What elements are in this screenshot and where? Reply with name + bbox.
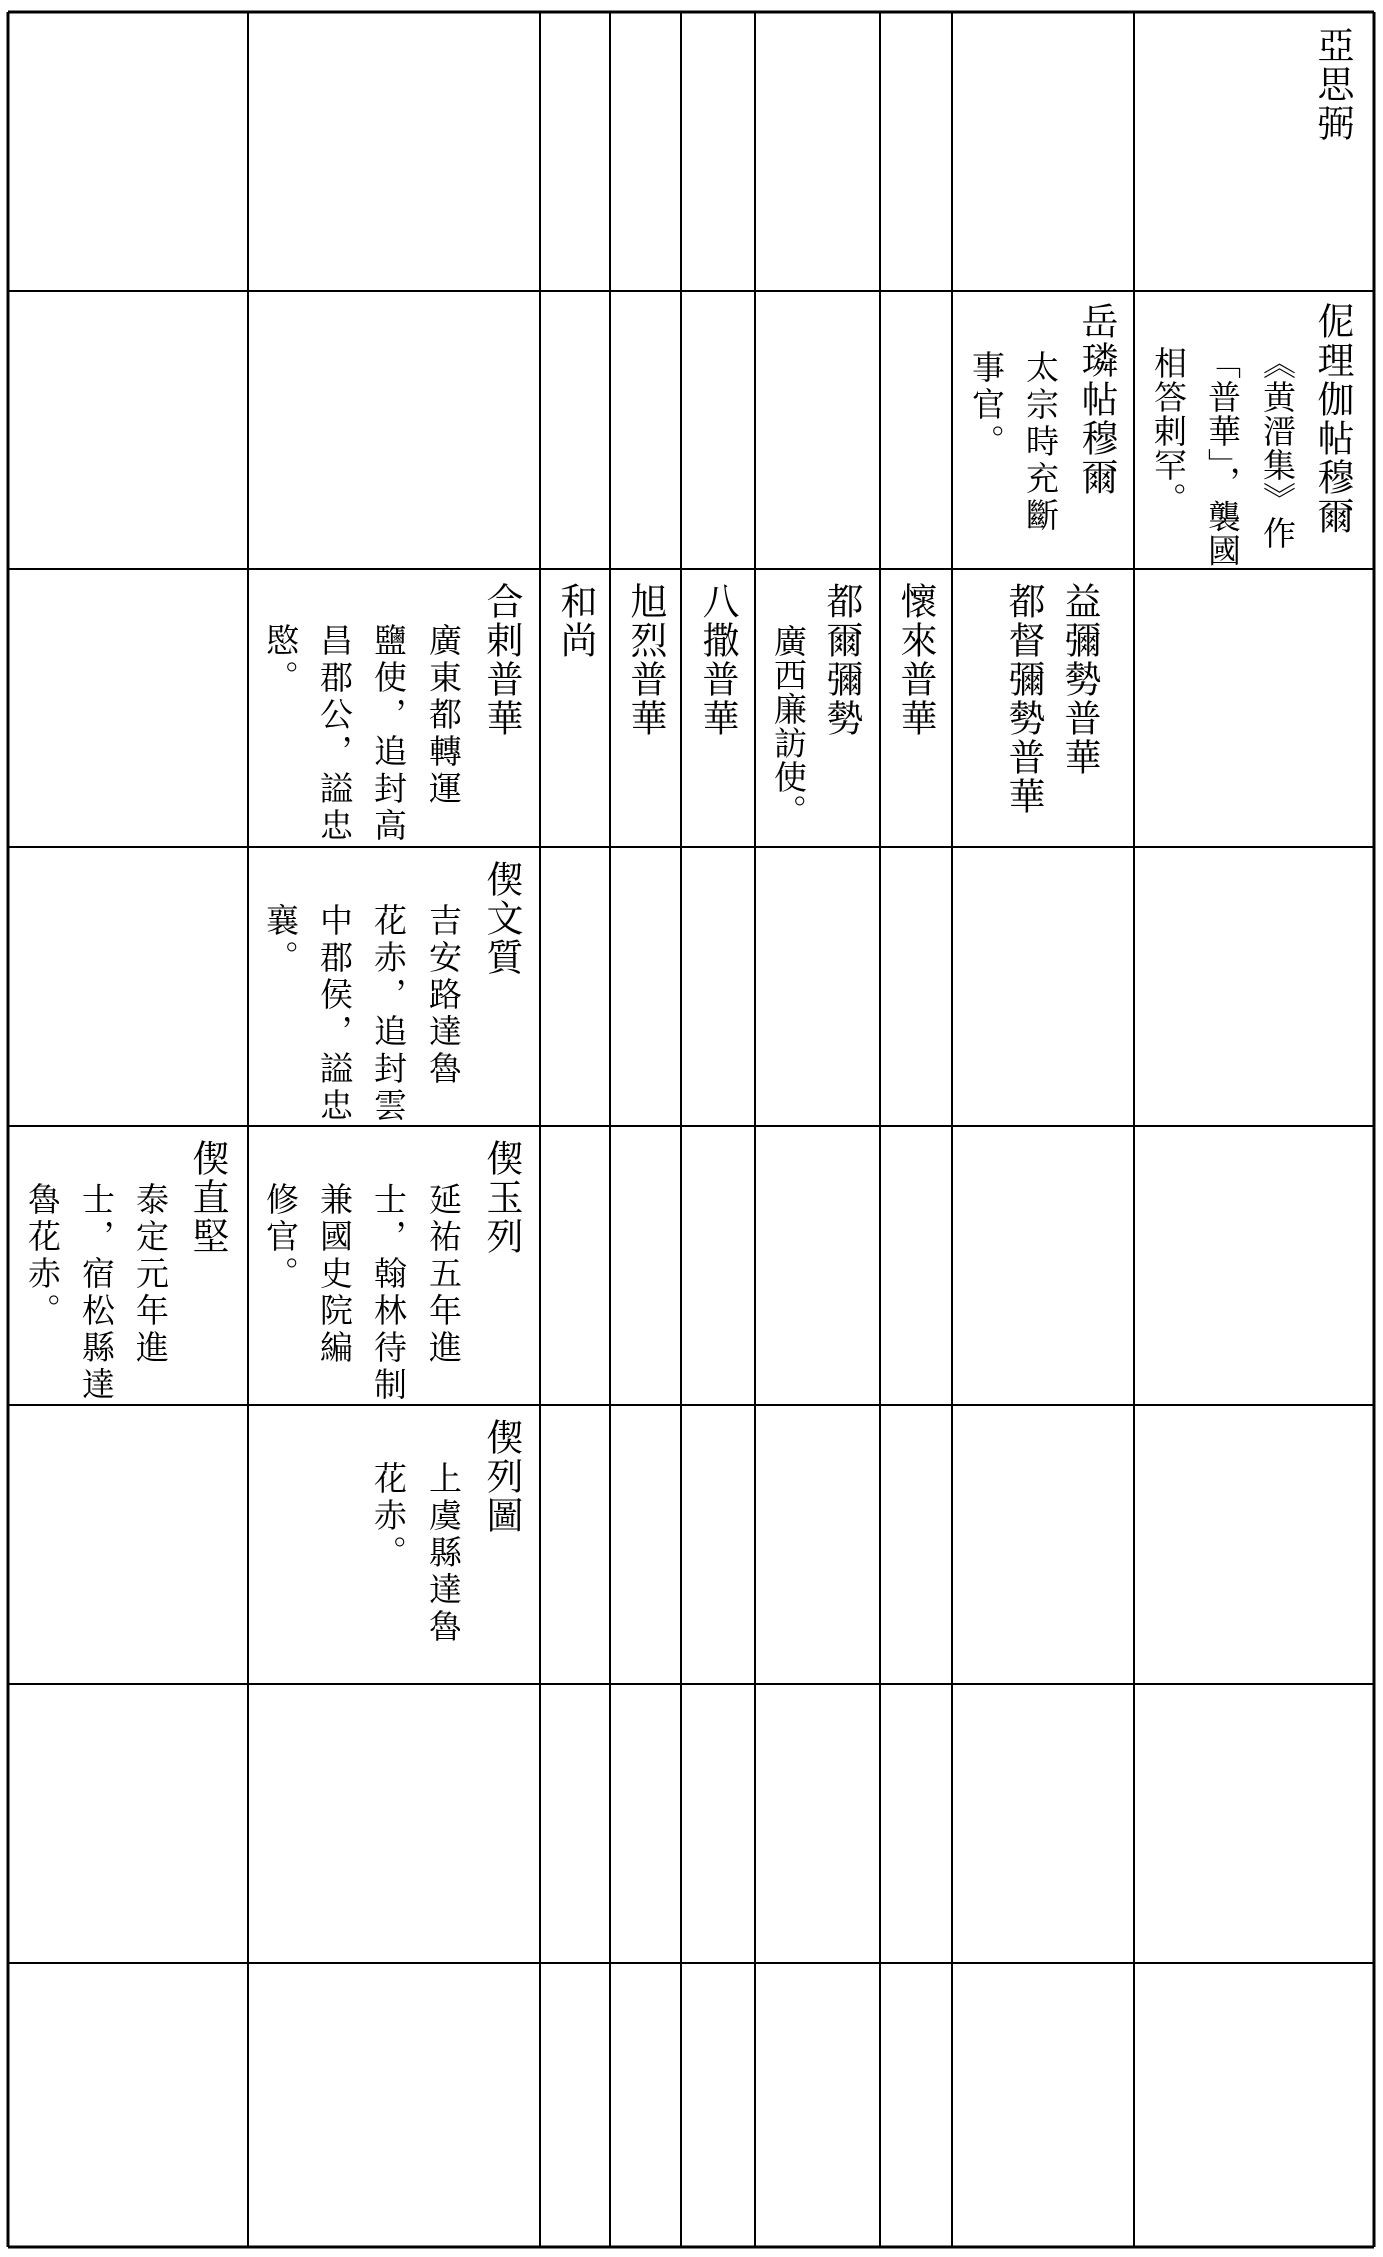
entry-note-line: 都督彌勢普華: [1002, 582, 1045, 816]
entry-note-line: 鹽使，追封高: [369, 623, 408, 845]
entry-name: 亞思弼: [1311, 26, 1354, 143]
entry-note-line: 廣東都轉運: [424, 623, 463, 808]
entry-name: 都爾彌勢: [820, 582, 863, 738]
entry-note-line: 事官。: [967, 350, 1006, 461]
entry-name: 偰列圖: [480, 1418, 523, 1535]
entry-note-line: 花赤，追封雲: [369, 903, 408, 1125]
entry-name: 和尚: [554, 582, 597, 660]
entry-note-line: 上虞縣達魯: [424, 1461, 463, 1646]
entry-name: 益彌勢普華: [1058, 582, 1101, 777]
entry-note-line: 襄。: [261, 903, 300, 977]
entry-note-line: 《黄溍集》作: [1258, 346, 1297, 550]
entry-name: 合剌普華: [480, 582, 523, 738]
entry-note-line: 花赤。: [369, 1461, 408, 1572]
entry-name: 懷來普華: [894, 582, 937, 738]
entry-name: 岳璘帖穆爾: [1075, 302, 1118, 497]
entry-note-line: 兼國史院編: [315, 1182, 354, 1367]
entry-name: 偰文質: [480, 860, 523, 977]
entry-name: 偰玉列: [480, 1139, 523, 1256]
entry-note-line: 「普華」，襲國: [1203, 346, 1242, 568]
entry-note-line: 中郡侯，謚忠: [315, 903, 354, 1125]
entry-note-line: 太宗時充斷: [1021, 350, 1060, 535]
entry-note-line: 修官。: [261, 1182, 300, 1293]
entry-name: 八撒普華: [696, 582, 739, 738]
entry-note-line: 廣西廉訪使。: [769, 624, 808, 828]
entry-name: 伲理伽帖穆爾: [1311, 302, 1354, 536]
entry-note-line: 吉安路達魯: [424, 903, 463, 1088]
entry-note-line: 愍。: [261, 623, 300, 697]
entry-note-line: 士，宿松縣達: [77, 1182, 116, 1404]
entry-name: 偰直堅: [186, 1139, 229, 1256]
entry-note-line: 昌郡公，謚忠: [315, 623, 354, 845]
entry-note-line: 延祐五年進: [424, 1182, 463, 1367]
entry-note-line: 魯花赤。: [23, 1182, 62, 1330]
entry-note-line: 泰定元年進: [131, 1182, 170, 1367]
entry-note-line: 士，翰林待制: [369, 1182, 408, 1404]
entry-name: 旭烈普華: [624, 582, 667, 738]
entry-note-line: 相答剌罕。: [1149, 346, 1188, 516]
